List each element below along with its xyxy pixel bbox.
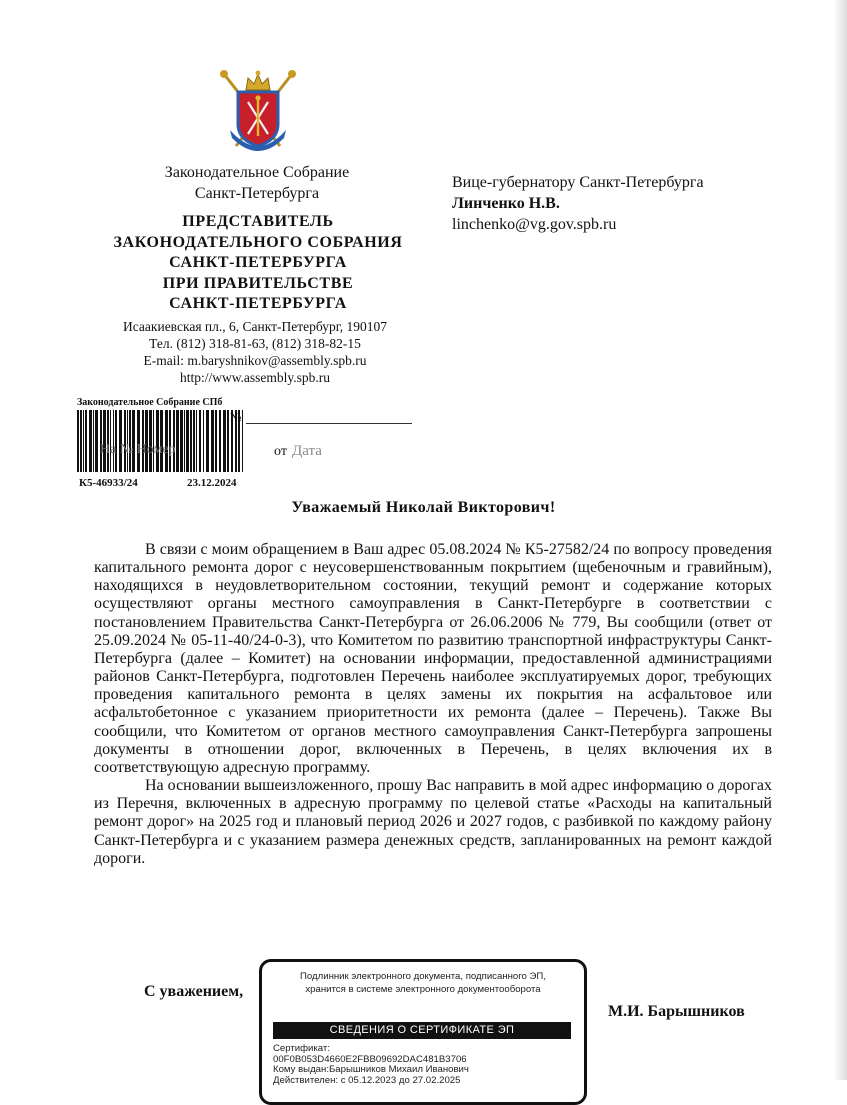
organization-line-2: Санкт-Петербурга <box>194 185 320 202</box>
barcode-bar <box>173 410 175 472</box>
barcode-bar <box>193 410 195 472</box>
phone-numbers: Тел. (812) 318-81-63, (812) 318-82-15 <box>149 336 361 351</box>
representative-line-5: САНКТ-ПЕТЕРБУРГА <box>169 295 347 312</box>
barcode-bar <box>184 410 185 472</box>
barcode-bar <box>242 410 243 472</box>
barcode-bar <box>223 410 226 472</box>
barcode-bar <box>211 410 214 472</box>
registration-date: 23.12.2024 <box>187 477 237 489</box>
barcode-bar <box>196 410 197 472</box>
barcode-bar <box>186 410 189 472</box>
coat-of-arms-emblem <box>218 68 298 160</box>
addressee-position: Вице-губернатору Санкт-Петербурга <box>452 174 704 191</box>
barcode-bar <box>199 410 201 472</box>
body-paragraph: В связи с моим обращением в Ваш адрес 05.08.2024 № К5-27582/24 по вопросу проведения капитального ремонта дорог с неусовершенствованным покрытием (щебеночным и гравийным), находящихся в неудовлетворительном состоянии, текущий ремонт и содержание которых осуществляют органы местного самоуправления в Санкт-Петербурге в соответствии с постановлением Правительства Санкт-Петербурга от 26.06.2006 № 779, Вы сообщили (ответ от 25.09.2024 № 05-11-40/24-0-3), что Комитетом по развитию транспортной инфраструктуры Санкт-Петербурга (далее – Комитет) на основании информации, предоставленной администрациями районов Санкт-Петербурга, подготовлен Перечень наиболее эксплуатируемых дорог, требующих проведения капитального ремонта в целях замены их покрытия на асфальтовое или асфальтобетонное с указанием приоритетности их ремонта (далее – Перечень). Также Вы сообщили, что Комитетом от органов местного самоуправления Санкт-Петербурга запрошены документы в отношении дорог, включенных в Перечень, в целях включения их в соответствующую адресную программу. <box>94 541 772 776</box>
barcode-bar <box>119 410 122 472</box>
barcode-bar <box>142 410 144 472</box>
contact-email: E-mail: m.baryshnikov@assembly.spb.ru <box>143 353 367 368</box>
stamp-header <box>262 970 584 996</box>
barcode-bar <box>137 410 140 472</box>
barcode-bar <box>145 410 148 472</box>
barcode-bar <box>93 410 94 472</box>
certificate-label: Сертификат: <box>273 1043 330 1054</box>
barcode-bar <box>180 410 183 472</box>
certificate-validity: Действителен: с 05.12.2023 до 27.02.2025 <box>273 1074 461 1086</box>
from-date-placeholder: Дата <box>292 443 322 459</box>
certificate-owner: Кому выдан:Барышников Михаил Иванович <box>273 1064 469 1075</box>
closing-phrase: С уважением, <box>144 983 244 1000</box>
postal-address: Исаакиевская пл., 6, Санкт-Петербург, 190107 <box>123 319 387 334</box>
barcode-bar <box>190 410 192 472</box>
page-edge-shadow <box>833 0 847 1080</box>
addressee-name: Линченко Н.В. <box>452 195 560 212</box>
organization-name <box>120 162 394 204</box>
addressee-email: linchenko@vg.gov.spb.ru <box>452 216 617 233</box>
greeting: Уважаемый Николай Викторович! <box>291 499 556 516</box>
barcode-bar <box>95 410 98 472</box>
barcode-bar <box>156 410 159 472</box>
representative-line-2: ЗАКОНОДАТЕЛЬНОГО СОБРАНИЯ <box>113 233 403 251</box>
barcode-bar <box>219 410 221 472</box>
stamp-header-line-1: Подлинник электронного документа, подписанного ЭП, <box>300 971 546 982</box>
electronic-signature-stamp <box>259 959 587 1105</box>
barcode-bar <box>215 410 217 472</box>
barcode-image <box>77 410 245 472</box>
barcode-bar <box>103 410 106 472</box>
barcode-bar <box>169 410 171 472</box>
representative-line-3: САНКТ-ПЕТЕРБУРГА <box>169 254 347 271</box>
barcode-bar <box>176 410 179 472</box>
barcode-bar <box>129 410 131 472</box>
barcode-bar <box>100 410 102 472</box>
barcode-bar <box>165 410 168 472</box>
stamp-header-line-2: хранится в системе электронного документооборота <box>305 984 541 995</box>
representative-line-4: ПРИ ПРАВИТЕЛЬСТВЕ <box>162 274 354 292</box>
barcode-bar <box>227 410 229 472</box>
barcode-bar <box>89 410 92 472</box>
number-mark: № <box>230 410 242 424</box>
barcode-bar <box>149 410 152 472</box>
contact-block <box>100 318 410 386</box>
barcode-bar <box>206 410 209 472</box>
registration-number: К5-46933/24 <box>79 477 138 489</box>
barcode-bar <box>160 410 163 472</box>
barcode-bar <box>80 410 82 472</box>
stamp-title: СВЕДЕНИЯ О СЕРТИФИКАТЕ ЭП <box>273 1022 571 1039</box>
letter-body <box>94 541 772 868</box>
representative-title <box>92 212 424 315</box>
barcode-bar <box>77 410 79 472</box>
barcode-bar <box>203 410 204 472</box>
number-underline <box>246 423 412 424</box>
barcode-bar <box>124 410 126 472</box>
barcode-bar <box>107 410 109 472</box>
signer-name: М.И. Барышников <box>608 1003 745 1020</box>
addressee-block <box>452 172 704 235</box>
barcode-bar <box>115 410 117 472</box>
body-paragraph: На основании вышеизложенного, прошу Вас направить в мой адрес информацию о дорогах из Перечня, включенных в адресную программу по целевой статье «Расходы на капитальный ремонт дорог» на 2025 год и плановый период 2026 и 2027 годов, с разбивкой по каждому району Санкт-Петербурга и с указанием размера денежных средств, запланированных на ремонт каждой дороги. <box>94 777 772 867</box>
barcode-bar <box>113 410 114 472</box>
registration-label: Законодательное Собрание СПб <box>77 397 223 408</box>
barcode-bar <box>85 410 87 472</box>
certificate-id: 00F0B053D4660E2FBB09692DAC481B3706 <box>273 1053 467 1065</box>
website-link[interactable]: http://www.assembly.spb.ru <box>179 370 331 385</box>
organization-line-1: Законодательное Собрание <box>164 164 350 181</box>
from-label: от <box>274 444 287 459</box>
barcode-bar <box>132 410 135 472</box>
reply-to-number-placeholder: На № Номер <box>100 442 176 457</box>
barcode-bar <box>110 410 111 472</box>
barcode-bar <box>153 410 154 472</box>
barcode-bar <box>83 410 84 472</box>
barcode-bar <box>127 410 128 472</box>
representative-line-1: ПРЕДСТАВИТЕЛЬ <box>182 213 334 230</box>
